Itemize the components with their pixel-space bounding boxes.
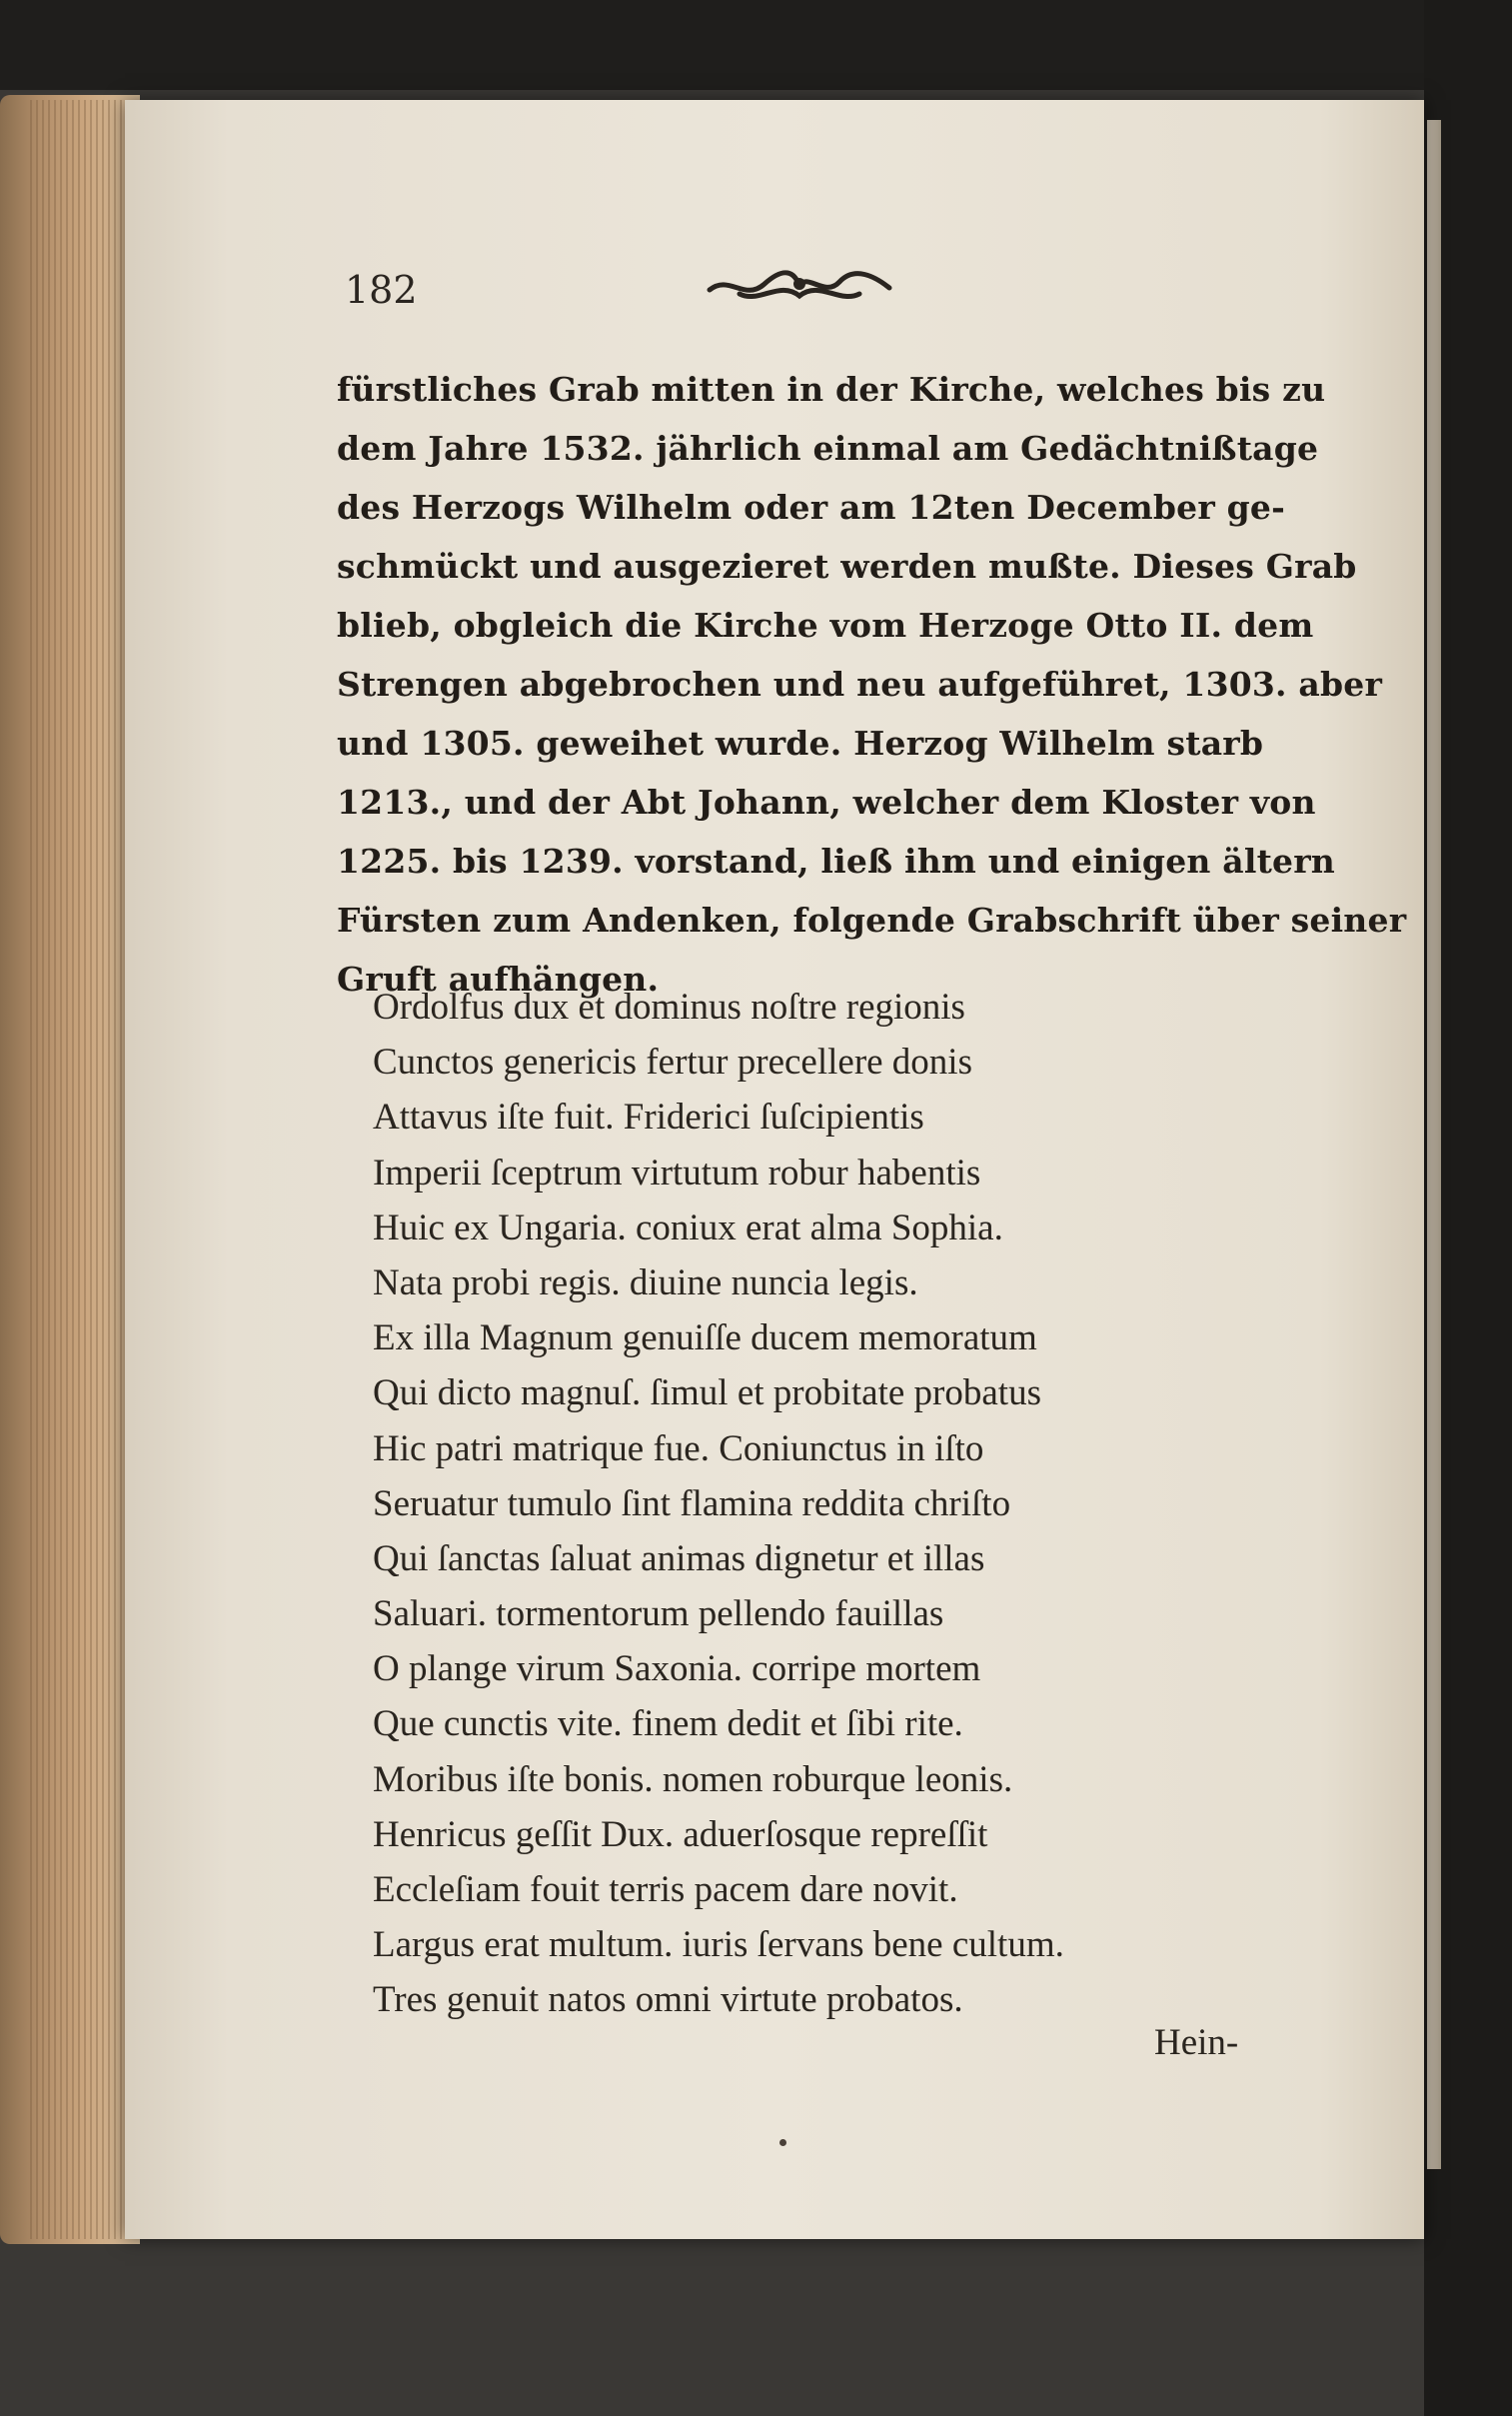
text-line: fürstliches Grab mitten in der Kirche, welches bis zu [337,370,1326,409]
verse-line: Que cunctis vite. finem dedit et ſibi rite. [373,1703,963,1745]
verse-line: Largus erat multum. iuris ſervans bene cultum. [373,1924,1064,1966]
verse-line: Qui ſanctas ſaluat animas dignetur et illas [373,1537,985,1579]
verse-line: Qui dicto magnuſ. ſimul et probitate probatus [373,1372,1041,1414]
verse-line: Attavus iſte fuit. Friderici ſuſcipientis [373,1097,924,1139]
text-line: dem Jahre 1532. jährlich einmal am Gedächtnißtage [337,429,1319,468]
ornament-vignette-icon [700,262,899,308]
text-line: Strengen abgebrochen und neu aufgeführet, 1303. aber [337,665,1383,704]
catchword: Hein- [1154,2022,1239,2063]
text-line: 1225. bis 1239. vorstand, ließ ihm und einigen ältern [337,842,1336,881]
text-line: 1213., und der Abt Johann, welcher dem Kloster von [337,783,1316,822]
ink-speck [779,2139,786,2146]
text-line: und 1305. geweihet wurde. Herzog Wilhelm starb [337,724,1264,763]
verse-line: O plange virum Saxonia. corripe mortem [373,1648,981,1690]
text-line: Fürsten zum Andenken, folgende Grabschrift über seiner [337,901,1407,940]
verse-line: Huic ex Ungaria. coniux erat alma Sophia. [373,1207,1003,1248]
verse-line: Imperii ſceptrum virtutum robur habentis [373,1152,981,1194]
verse-line: Nata probi regis. diuine nuncia legis. [373,1261,918,1303]
dark-background-top [0,0,1512,90]
verse-line: Cunctos genericis fertur precellere donis [373,1042,972,1084]
text-line: Gruft aufhängen. [337,960,660,999]
verse-line: Moribus iſte bonis. nomen roburque leonis. [373,1758,1013,1800]
page-edge-texture [30,100,140,2239]
verse-line: Saluari. tormentorum pellendo fauillas [373,1593,944,1635]
latin-epitaph [373,980,1312,2028]
verse-line: Seruatur tumulo ſint flamina reddita chriſto [373,1482,1011,1524]
verse-line: Ex illa Magnum genuiſſe ducem memoratum [373,1317,1037,1359]
text-line: des Herzogs Wilhelm oder am 12ten December ge- [337,488,1285,527]
text-line: blieb, obgleich die Kirche vom Herzoge Otto II. dem [337,606,1314,645]
verse-line: Eccleſiam fouit terris pacem dare novit. [373,1869,958,1910]
next-page-edge [1427,120,1441,2169]
text-line: schmückt und ausgezieret werden mußte. Dieses Grab [337,547,1357,586]
verse-line: Hic patri matrique fue. Coniunctus in iſto [373,1427,984,1469]
fraktur-paragraph [337,360,1407,1009]
verse-line: Henricus geſſit Dux. aduerſosque repreſſit [373,1813,988,1855]
page-number: 182 [345,268,418,312]
verse-line: Tres genuit natos omni virtute probatos. [373,1979,963,2021]
verse-line: Ordolfus dux et dominus noſtre regionis [373,987,965,1028]
